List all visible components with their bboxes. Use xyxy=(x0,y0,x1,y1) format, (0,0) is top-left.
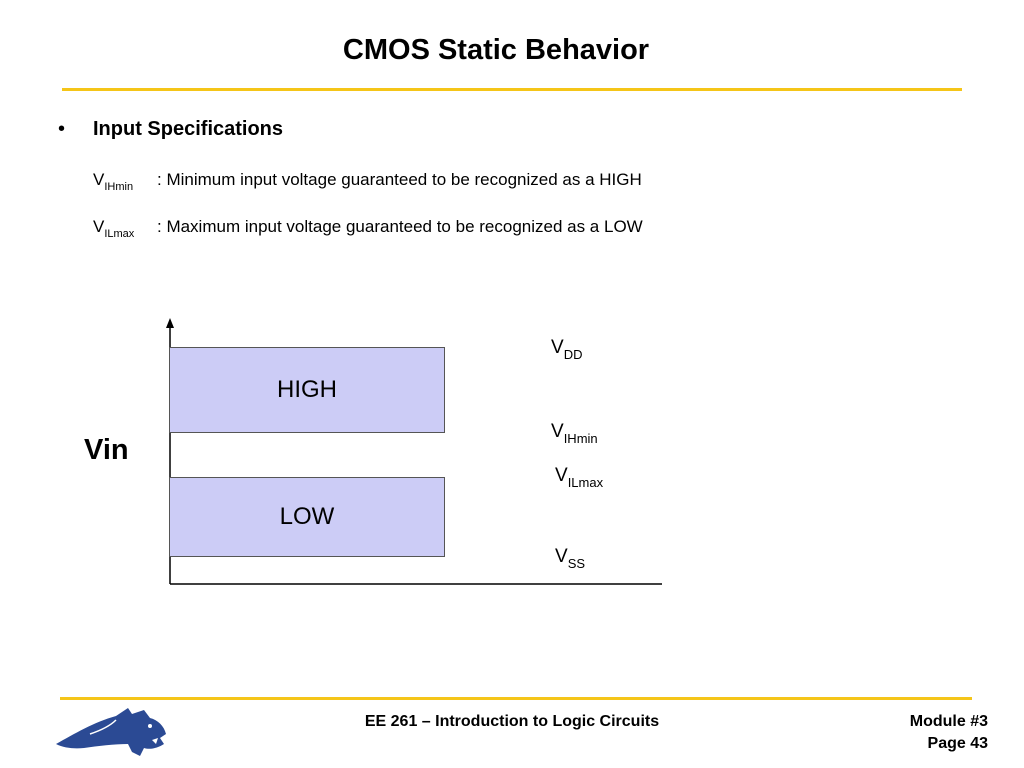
spec-ihmin-var: V xyxy=(93,170,105,189)
spec-ihmin xyxy=(93,170,134,193)
level-vilmax-sub: ILmax xyxy=(567,475,604,490)
level-vdd-var: V xyxy=(551,337,564,358)
level-vdd-sub: DD xyxy=(563,347,583,362)
level-vdd xyxy=(551,337,583,362)
footer-module: Module #3 xyxy=(909,713,988,730)
axis-label-vin: Vin xyxy=(84,434,129,466)
spec-ilmax-sub: ILmax xyxy=(104,228,135,240)
level-vihmin xyxy=(551,421,598,446)
spec-ilmax-desc: : Maximum input voltage guaranteed to be recognized as a LOW xyxy=(157,217,643,236)
spec-ihmin-sub: IHmin xyxy=(104,181,134,193)
footer-divider xyxy=(60,697,972,700)
high-region-box xyxy=(169,347,445,433)
level-vss xyxy=(555,546,586,571)
spec-ihmin-desc: : Minimum input voltage guaranteed to be recognized as a HIGH xyxy=(157,170,642,189)
level-vihmin-sub: IHmin xyxy=(563,431,598,446)
level-vilmax-var: V xyxy=(555,465,568,486)
bullet-marker: • xyxy=(58,118,66,140)
spec-ilmax-var: V xyxy=(93,217,105,236)
level-vihmin-var: V xyxy=(551,421,564,442)
footer-course-title: EE 261 – Introduction to Logic Circuits xyxy=(364,713,660,730)
low-box-label: LOW xyxy=(279,503,335,530)
level-vilmax xyxy=(555,465,604,490)
axis-arrowhead xyxy=(166,318,174,328)
level-vss-sub: SS xyxy=(567,556,586,571)
high-box-label: HIGH xyxy=(277,376,337,403)
bobcat-logo-icon xyxy=(54,704,172,760)
level-vss-var: V xyxy=(555,546,568,567)
low-region-box xyxy=(169,477,445,557)
section-heading: Input Specifications xyxy=(93,118,284,140)
spec-ilmax xyxy=(93,217,135,240)
page-title: CMOS Static Behavior xyxy=(342,34,650,66)
title-divider xyxy=(62,88,962,91)
footer-page-number: Page 43 xyxy=(927,735,988,752)
footer-page-info xyxy=(880,711,988,755)
